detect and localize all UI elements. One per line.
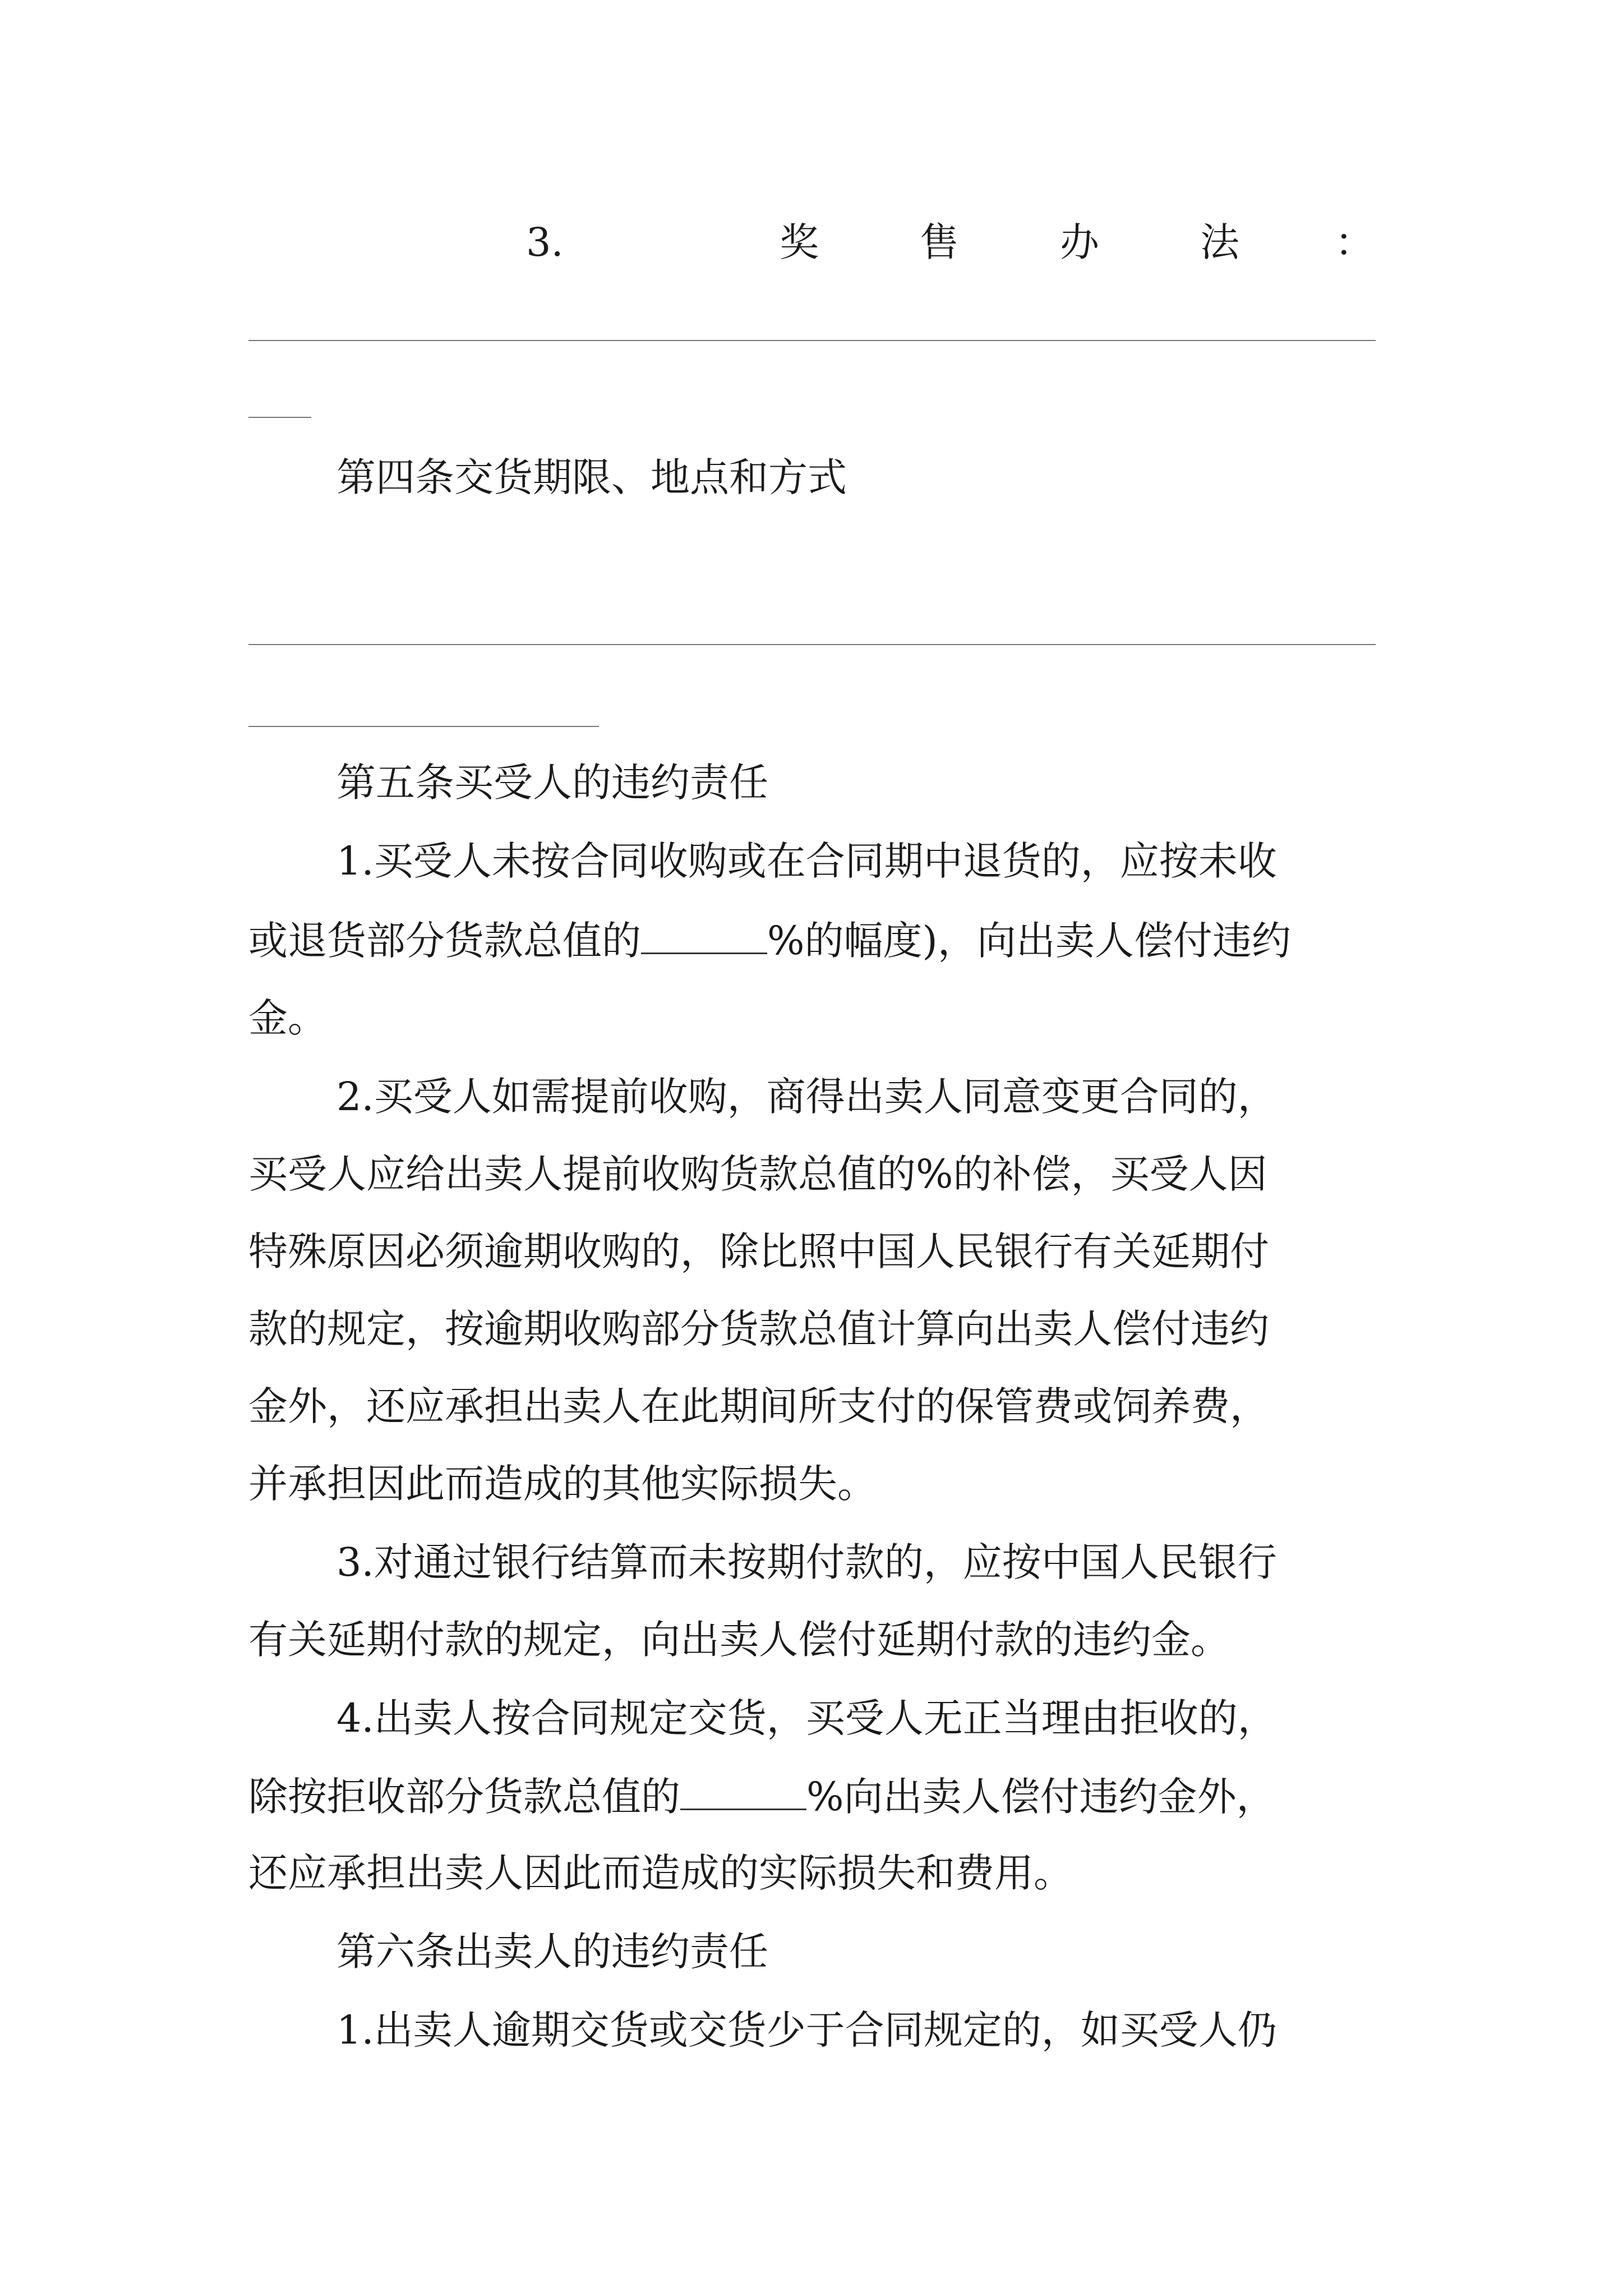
article-5-para-4-line-3: 还应承担出卖人因此而造成的实际损失和费用。 [248,1850,1073,1896]
blank-rule-line [248,340,1376,341]
article-6-title: 第六条出卖人的违约责任 [336,1929,768,1975]
article-5-para-3-line-2: 有关延期付款的规定，向出卖人偿付延期付款的违约金。 [248,1617,1230,1663]
article-5-para-1-line-2 [248,918,1291,964]
heading-3-char-1: 奖 [780,219,819,265]
heading-3-number: 3. [526,219,564,265]
heading-3-char-2: 售 [920,219,959,265]
fill-in-blank[interactable] [680,1776,806,1810]
blank-rule-line [248,644,1376,645]
article-5-title: 第五条买受人的违约责任 [336,760,768,806]
heading-3-char-3: 办 [1060,219,1099,265]
article-6-para-1-line-1: 1.出卖人逾期交货或交货少于合同规定的，如买受人仍 [336,2007,1277,2053]
article-5-para-3-line-1: 3.对通过银行结算而未按期付款的，应按中国人民银行 [336,1539,1277,1585]
article-5-para-2-line-4: 款的规定，按逾期收购部分货款总值计算向出卖人偿付违约 [248,1306,1269,1352]
article-5-para-4-line-2 [248,1774,1276,1820]
text-fragment: 除按拒收部分货款总值的 [248,1774,680,1820]
article-5-para-1-line-3: 金。 [248,995,327,1041]
text-fragment: %的幅度)，向出卖人偿付违约 [767,918,1291,964]
heading-3-char-5: ： [1335,219,1374,265]
article-5-para-2-line-1: 2.买受人如需提前收购，商得出卖人同意变更合同的， [336,1074,1277,1120]
heading-3-char-4: 法 [1200,219,1239,265]
article-5-para-2-line-6: 并承担因此而造成的其他实际损失。 [248,1461,877,1507]
article-4-title: 第四条交货期限、地点和方式 [336,454,847,500]
fill-in-blank[interactable] [641,920,767,954]
text-fragment: %向出卖人偿付违约金外， [806,1774,1276,1820]
article-5-para-1-line-1: 1.买受人未按合同收购或在合同期中退货的，应按未收 [336,838,1277,884]
article-5-para-2-line-2: 买受人应给出卖人提前收购货款总值的%的补偿，买受人因 [248,1151,1267,1197]
blank-rule-line-short [248,417,311,418]
article-5-para-2-line-3: 特殊原因必须逾期收购的，除比照中国人民银行有关延期付 [248,1228,1269,1274]
text-fragment: 或退货部分货款总值的 [248,918,641,964]
article-5-para-4-line-1: 4.出卖人按合同规定交货，买受人无正当理由拒收的， [336,1695,1277,1741]
article-5-para-2-line-5: 金外，还应承担出卖人在此期间所支付的保管费或饲养费， [248,1383,1269,1429]
blank-rule-line-short [248,726,599,727]
